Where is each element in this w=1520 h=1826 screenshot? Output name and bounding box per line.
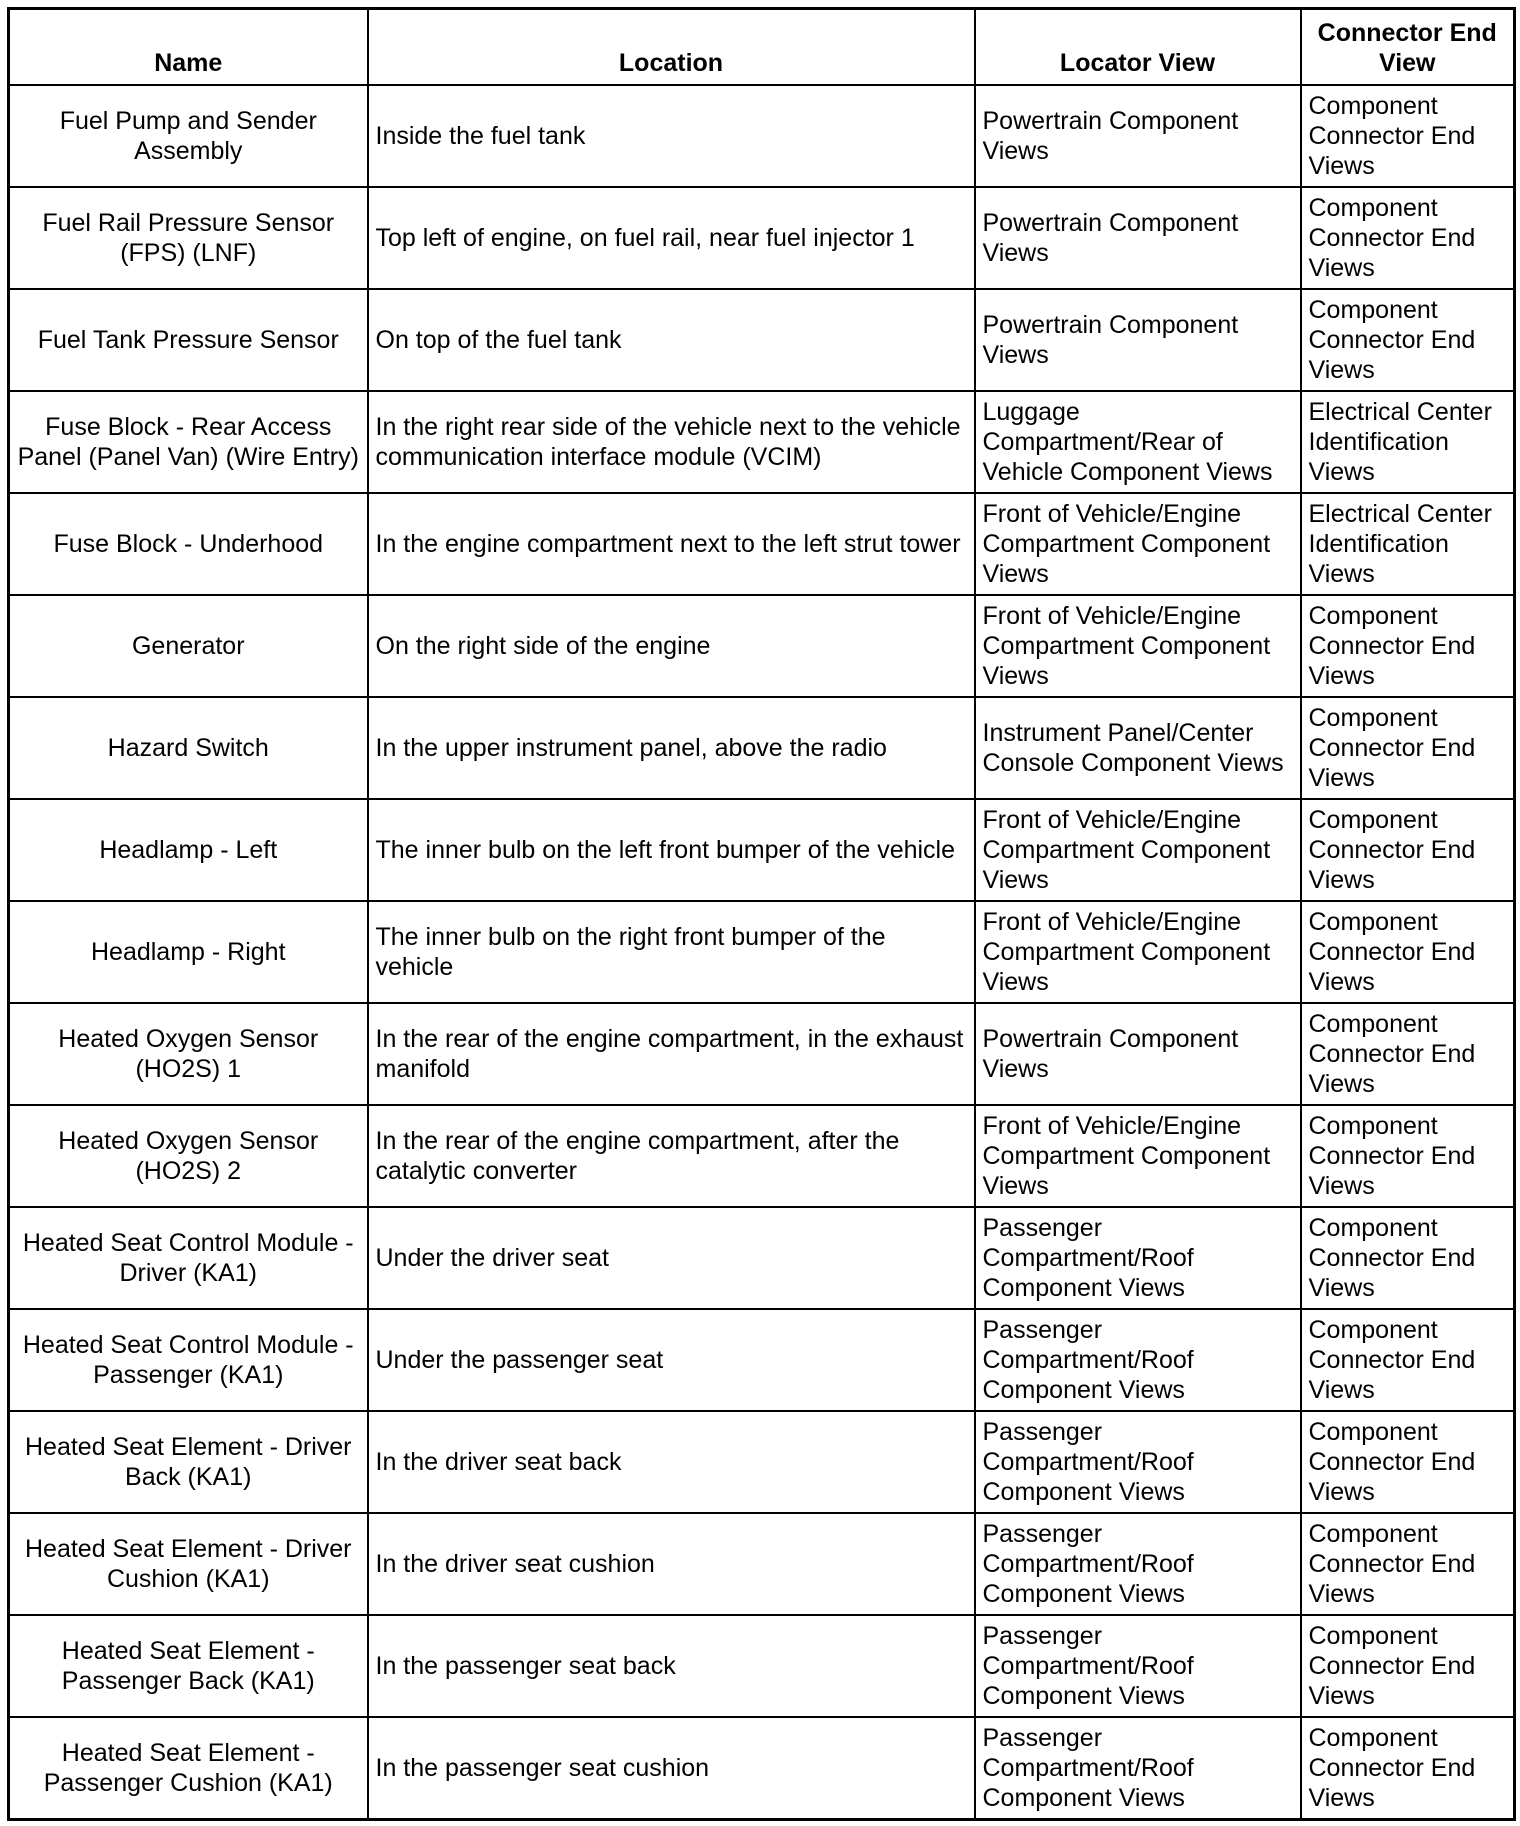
cell-connector-end-view: Component Connector End Views — [1301, 595, 1515, 697]
table-row — [9, 1717, 1515, 1819]
cell-name: Fuse Block - Rear Access Panel (Panel Van) (Wire Entry) — [9, 391, 368, 493]
cell-location: The inner bulb on the right front bumper of the vehicle — [368, 901, 975, 1003]
cell-location: In the rear of the engine compartment, in the exhaust manifold — [368, 1003, 975, 1105]
cell-locator-view: Passenger Compartment/Roof Component Views — [975, 1513, 1301, 1615]
cell-location: In the engine compartment next to the left strut tower — [368, 493, 975, 595]
cell-locator-view: Front of Vehicle/Engine Compartment Component Views — [975, 799, 1301, 901]
cell-connector-end-view: Component Connector End Views — [1301, 1207, 1515, 1309]
cell-connector-end-view: Component Connector End Views — [1301, 697, 1515, 799]
cell-name: Generator — [9, 595, 368, 697]
cell-connector-end-view: Component Connector End Views — [1301, 1105, 1515, 1207]
cell-locator-view: Front of Vehicle/Engine Compartment Component Views — [975, 1105, 1301, 1207]
cell-connector-end-view: Component Connector End Views — [1301, 1003, 1515, 1105]
table-row — [9, 1513, 1515, 1615]
cell-locator-view: Powertrain Component Views — [975, 289, 1301, 391]
cell-location: Inside the fuel tank — [368, 85, 975, 187]
cell-location: In the driver seat cushion — [368, 1513, 975, 1615]
cell-name: Headlamp - Right — [9, 901, 368, 1003]
cell-connector-end-view: Component Connector End Views — [1301, 289, 1515, 391]
cell-locator-view: Powertrain Component Views — [975, 85, 1301, 187]
cell-name: Heated Oxygen Sensor (HO2S) 1 — [9, 1003, 368, 1105]
cell-locator-view: Powertrain Component Views — [975, 1003, 1301, 1105]
cell-locator-view: Passenger Compartment/Roof Component Views — [975, 1615, 1301, 1717]
cell-name: Heated Seat Element - Driver Cushion (KA1) — [9, 1513, 368, 1615]
table-row — [9, 595, 1515, 697]
cell-name: Fuel Tank Pressure Sensor — [9, 289, 368, 391]
cell-connector-end-view: Component Connector End Views — [1301, 1717, 1515, 1819]
cell-locator-view: Passenger Compartment/Roof Component Views — [975, 1309, 1301, 1411]
header-connector-end-view: Connector End View — [1301, 9, 1515, 86]
table-row — [9, 391, 1515, 493]
cell-name: Hazard Switch — [9, 697, 368, 799]
cell-location: In the right rear side of the vehicle next to the vehicle communication interface module (VCIM) — [368, 391, 975, 493]
cell-locator-view: Instrument Panel/Center Console Component Views — [975, 697, 1301, 799]
table-row — [9, 799, 1515, 901]
cell-locator-view: Front of Vehicle/Engine Compartment Component Views — [975, 595, 1301, 697]
table-row — [9, 187, 1515, 289]
cell-name: Heated Seat Element - Passenger Cushion (KA1) — [9, 1717, 368, 1819]
cell-connector-end-view: Component Connector End Views — [1301, 799, 1515, 901]
header-location: Location — [368, 9, 975, 86]
cell-connector-end-view: Component Connector End Views — [1301, 187, 1515, 289]
cell-name: Heated Seat Element - Passenger Back (KA1) — [9, 1615, 368, 1717]
cell-location: Under the passenger seat — [368, 1309, 975, 1411]
cell-connector-end-view: Component Connector End Views — [1301, 1309, 1515, 1411]
cell-locator-view: Passenger Compartment/Roof Component Views — [975, 1717, 1301, 1819]
table-row — [9, 1309, 1515, 1411]
cell-location: In the upper instrument panel, above the radio — [368, 697, 975, 799]
cell-location: On the right side of the engine — [368, 595, 975, 697]
cell-locator-view: Powertrain Component Views — [975, 187, 1301, 289]
cell-location: In the rear of the engine compartment, after the catalytic converter — [368, 1105, 975, 1207]
table-row — [9, 1207, 1515, 1309]
cell-connector-end-view: Component Connector End Views — [1301, 1513, 1515, 1615]
table-row — [9, 1003, 1515, 1105]
cell-name: Heated Seat Element - Driver Back (KA1) — [9, 1411, 368, 1513]
cell-location: In the passenger seat cushion — [368, 1717, 975, 1819]
table-row — [9, 697, 1515, 799]
cell-name: Heated Seat Control Module - Passenger (KA1) — [9, 1309, 368, 1411]
component-locator-table — [7, 7, 1516, 1821]
cell-location: In the driver seat back — [368, 1411, 975, 1513]
cell-locator-view: Front of Vehicle/Engine Compartment Component Views — [975, 493, 1301, 595]
cell-location: The inner bulb on the left front bumper of the vehicle — [368, 799, 975, 901]
cell-connector-end-view: Component Connector End Views — [1301, 901, 1515, 1003]
cell-locator-view: Passenger Compartment/Roof Component Views — [975, 1207, 1301, 1309]
header-row — [9, 9, 1515, 86]
cell-name: Heated Oxygen Sensor (HO2S) 2 — [9, 1105, 368, 1207]
cell-locator-view: Luggage Compartment/Rear of Vehicle Component Views — [975, 391, 1301, 493]
cell-name: Fuse Block - Underhood — [9, 493, 368, 595]
cell-name: Heated Seat Control Module - Driver (KA1) — [9, 1207, 368, 1309]
table-row — [9, 1105, 1515, 1207]
cell-connector-end-view: Component Connector End Views — [1301, 1615, 1515, 1717]
cell-location: Under the driver seat — [368, 1207, 975, 1309]
cell-location: In the passenger seat back — [368, 1615, 975, 1717]
cell-name: Headlamp - Left — [9, 799, 368, 901]
cell-connector-end-view: Electrical Center Identification Views — [1301, 493, 1515, 595]
cell-name: Fuel Pump and Sender Assembly — [9, 85, 368, 187]
cell-name: Fuel Rail Pressure Sensor (FPS) (LNF) — [9, 187, 368, 289]
cell-locator-view: Passenger Compartment/Roof Component Views — [975, 1411, 1301, 1513]
cell-location: Top left of engine, on fuel rail, near fuel injector 1 — [368, 187, 975, 289]
table-row — [9, 85, 1515, 187]
table-row — [9, 289, 1515, 391]
cell-location: On top of the fuel tank — [368, 289, 975, 391]
table-row — [9, 901, 1515, 1003]
table-row — [9, 1615, 1515, 1717]
cell-locator-view: Front of Vehicle/Engine Compartment Component Views — [975, 901, 1301, 1003]
cell-connector-end-view: Electrical Center Identification Views — [1301, 391, 1515, 493]
table-row — [9, 1411, 1515, 1513]
header-locator-view: Locator View — [975, 9, 1301, 86]
cell-connector-end-view: Component Connector End Views — [1301, 1411, 1515, 1513]
table-row — [9, 493, 1515, 595]
cell-connector-end-view: Component Connector End Views — [1301, 85, 1515, 187]
header-name: Name — [9, 9, 368, 86]
